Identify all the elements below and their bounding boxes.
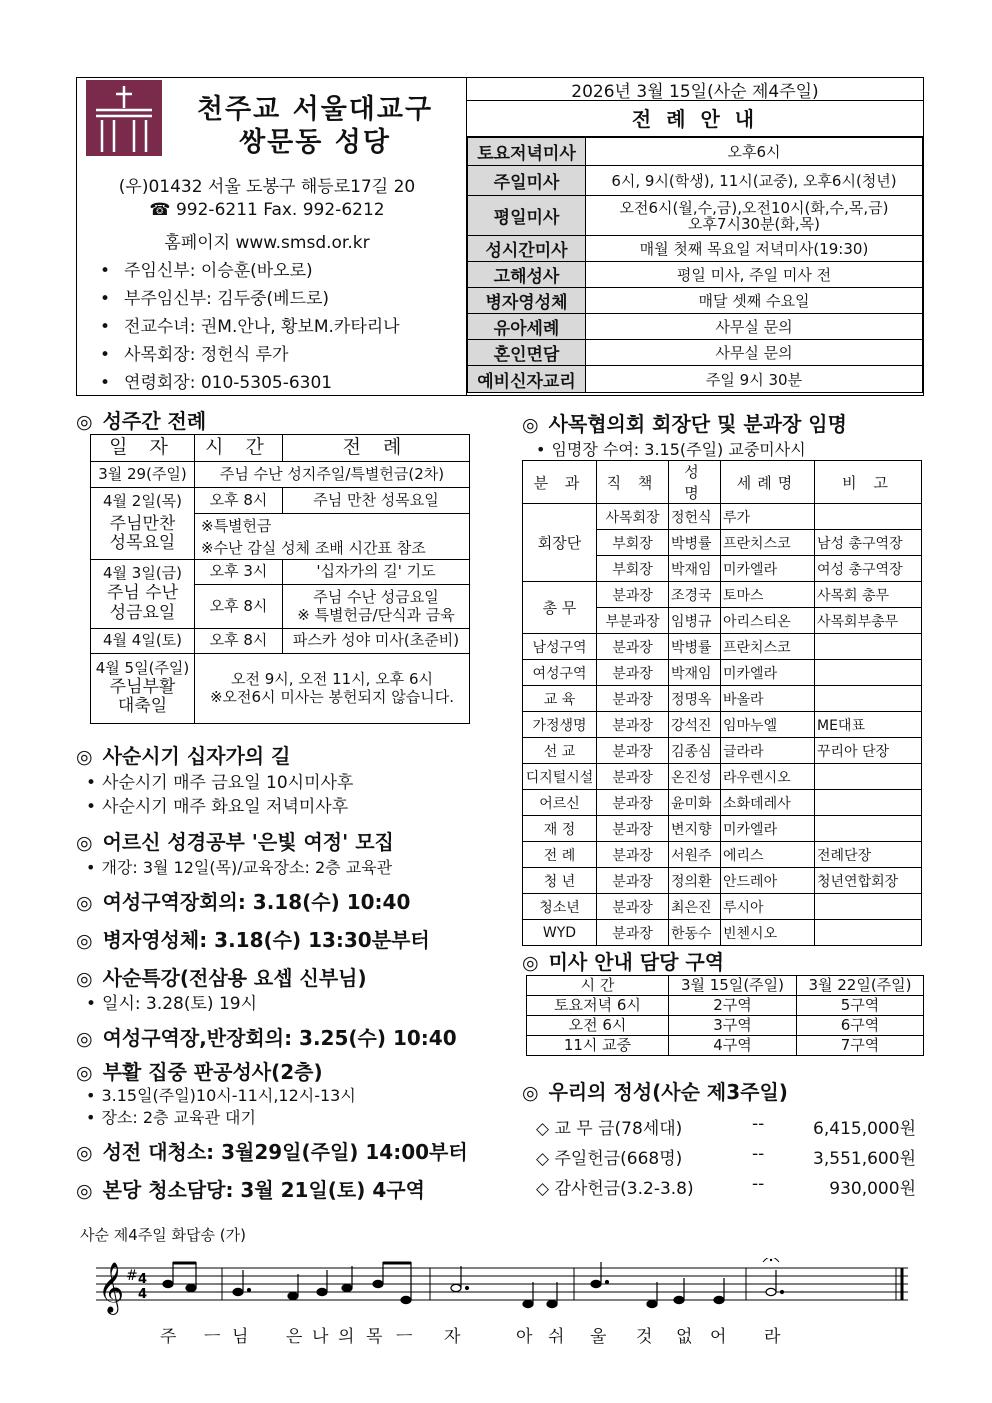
council-cell: 교 육 <box>523 686 597 712</box>
council-row <box>523 712 922 738</box>
liturgy-guide <box>466 77 924 396</box>
svg-text:4: 4 <box>138 1272 148 1287</box>
mass-cell: 5구역 <box>797 996 924 1016</box>
lyric-syllable: 없 <box>676 1327 694 1347</box>
col-name: 성 명 <box>669 461 721 504</box>
notice-sub: • 장소: 2층 교육관 대기 <box>86 1105 256 1128</box>
staff-council-chair: • 사목회장: 정헌식 루가 <box>100 340 288 365</box>
council-cell <box>815 894 922 920</box>
offering-amount: 3,551,600원 <box>813 1149 916 1169</box>
mass-guide-table <box>526 975 924 1056</box>
week-cell: 오후 8시 <box>195 488 283 514</box>
notice-sub: • 개강: 3월 12일(목)/교육장소: 2층 교육관 <box>86 855 392 878</box>
council-row <box>523 686 922 712</box>
week-cell: 4월 4일(토) <box>91 629 195 654</box>
council-cell: 재 정 <box>523 816 597 842</box>
lyric-syllable: 아 <box>516 1327 534 1347</box>
col-note: 비 고 <box>815 461 922 504</box>
council-cell: 안드레아 <box>721 868 815 894</box>
council-title-text: 사목협의회 회장단 및 분과장 임명 <box>548 412 847 436</box>
council-cell: 박재임 <box>669 660 721 686</box>
offering-amount: 930,000원 <box>829 1179 916 1199</box>
liturgy-value <box>586 196 923 236</box>
col-liturgy: 전 례 <box>283 435 470 462</box>
week-cell: 3월 29(주일) <box>91 462 195 488</box>
council-cell: 정헌식 <box>669 504 721 530</box>
council-note: • 임명장 수여: 3.15(주일) 교중미사시 <box>536 437 806 460</box>
council-cell: 강석진 <box>669 712 721 738</box>
week-cell: 오후 3시 <box>195 560 283 585</box>
council-row <box>523 894 922 920</box>
council-row <box>523 634 922 660</box>
liturgy-value: 오후6시 <box>586 138 923 166</box>
council-cell: 청년연합회장 <box>815 868 922 894</box>
council-cell <box>815 816 922 842</box>
council-cell: 임마누엘 <box>721 712 815 738</box>
liturgy-value: 평일 미사, 주일 미사 전 <box>586 262 923 288</box>
offering-label: ◇ 교 무 금(78세대) <box>536 1119 683 1139</box>
week-note: ※오전6시 미사는 봉헌되지 않습니다. <box>209 687 455 706</box>
lyric-syllable: 자 <box>444 1327 462 1347</box>
week-feast: 주님만찬 <box>109 513 176 534</box>
week-cell <box>91 488 195 560</box>
week-cell: 파스카 성야 미사(초준비) <box>283 629 470 654</box>
notice-confession <box>76 1056 323 1085</box>
lyric-syllable: ㅡ <box>204 1327 222 1347</box>
week-feast: 주님부활 <box>109 676 176 697</box>
notice-clean <box>76 1136 468 1165</box>
council-cell: 미카엘라 <box>721 556 815 582</box>
council-row <box>523 842 922 868</box>
parish-name-line2: 쌍문동 성당 <box>239 127 391 158</box>
staff-assistant: • 부주임신부: 김두중(베드로) <box>100 284 329 309</box>
council-cell: 분과장 <box>597 816 669 842</box>
lyric-syllable: 울 <box>590 1327 608 1347</box>
mass-cell: 11시 교중 <box>527 1036 669 1056</box>
psalm-title: 사순 제4주일 화답송 (가) <box>80 1226 246 1244</box>
council-cell: 김종심 <box>669 738 721 764</box>
offering-title <box>522 1076 788 1105</box>
week-cell <box>195 654 470 724</box>
council-cell: 미카엘라 <box>721 660 815 686</box>
bullet-icon: ◎ <box>522 414 539 436</box>
holy-week-title-text: 성주간 전례 <box>102 409 207 433</box>
notice-lecture <box>76 962 367 991</box>
offering-title-text: 우리의 정성(사순 제3주일) <box>548 1080 788 1104</box>
notice-text: 사순시기 십자가의 길 <box>102 744 291 768</box>
liturgy-heading: 전 례 안 내 <box>467 101 923 137</box>
council-cell: 분과장 <box>597 660 669 686</box>
council-cell: 분과장 <box>597 634 669 660</box>
notice-text: 여성구역장회의: 3.18(수) 10:40 <box>102 890 411 914</box>
council-cell: 빈첸시오 <box>721 920 815 946</box>
liturgy-key: 고해성사 <box>468 262 586 288</box>
lyric-syllable: 라 <box>764 1327 782 1347</box>
notice-text: 부활 집중 판공성사(2층) <box>102 1060 323 1084</box>
week-feast: 주님 수난 <box>106 583 179 604</box>
notice-sub: • 3.15일(주일)10시-11시,12시-13시 <box>86 1083 356 1106</box>
lyric-syllable: 나 <box>312 1327 330 1347</box>
parish-name-line1: 천주교 서울대교구 <box>196 94 434 125</box>
col-time: 시 간 <box>527 976 669 996</box>
week-note: 주님 수난 성금요일 <box>313 588 439 607</box>
bullet-icon: ◎ <box>76 892 93 914</box>
council-cell: 디지털시설 <box>523 764 597 790</box>
liturgy-value: 사무실 문의 <box>586 314 923 340</box>
phone: ☎ 992-6211 Fax. 992-6212 <box>149 200 385 220</box>
council-cell: 분과장 <box>597 764 669 790</box>
council-cell: 부회장 <box>597 530 669 556</box>
council-cell: 에리스 <box>721 842 815 868</box>
offering-dash: -- <box>752 1174 765 1194</box>
bullet-icon: ◎ <box>76 930 93 952</box>
staff-sisters: • 전교수녀: 권M.안나, 황보M.카타리나 <box>100 312 400 337</box>
lyric-syllable: 은 <box>286 1327 304 1347</box>
council-cell: 서원주 <box>669 842 721 868</box>
council-cell: 토마스 <box>721 582 815 608</box>
council-cell: 루시아 <box>721 894 815 920</box>
mass-guide-title <box>522 946 724 975</box>
bulletin-date: 2026년 3월 15일(사순 제4주일) <box>467 77 923 101</box>
week-feast: 성목요일 <box>109 533 176 554</box>
council-cell: 변지향 <box>669 816 721 842</box>
liturgy-value: 6시, 9시(학생), 11시(교중), 오후6시(청년) <box>586 166 923 196</box>
notice-text: 병자영성체: 3.18(수) 13:30분부터 <box>102 928 430 952</box>
mass-cell: 오전 6시 <box>527 1016 669 1036</box>
week-date: 4월 3일(금) <box>102 563 183 582</box>
notice-clean2 <box>76 1174 425 1203</box>
liturgy-key: 유아세례 <box>468 314 586 340</box>
bullet-icon: ◎ <box>522 1082 539 1104</box>
col-date: 일 자 <box>91 435 195 462</box>
offering-amount: 6,415,000원 <box>813 1119 916 1139</box>
liturgy-value: 사무실 문의 <box>586 340 923 366</box>
col-date1: 3월 15일(주일) <box>669 976 797 996</box>
council-row <box>523 868 922 894</box>
bullet-icon: ◎ <box>76 968 93 990</box>
council-cell <box>815 634 922 660</box>
bullet-icon: ◎ <box>76 1142 93 1164</box>
council-cell: 분과장 <box>597 842 669 868</box>
council-cell: 선 교 <box>523 738 597 764</box>
offering-label: ◇ 감사헌금(3.2-3.8) <box>536 1179 694 1199</box>
council-cell: 전례단장 <box>815 842 922 868</box>
council-cell: 청소년 <box>523 894 597 920</box>
liturgy-value: 매월 첫째 목요일 저녁미사(19:30) <box>586 236 923 262</box>
mass-cell: 6구역 <box>797 1016 924 1036</box>
offering-label: ◇ 주일헌금(668명) <box>536 1149 683 1169</box>
council-cell <box>815 686 922 712</box>
week-date: 4월 2일(목) <box>102 492 183 511</box>
council-cell <box>815 920 922 946</box>
council-cell: 사목회부총무 <box>815 608 922 634</box>
liturgy-key: 혼인면담 <box>468 340 586 366</box>
council-row <box>523 816 922 842</box>
notice-text: 성전 대청소: 3월29일(주일) 14:00부터 <box>102 1140 468 1164</box>
mass-cell: 7구역 <box>797 1036 924 1056</box>
council-row <box>523 764 922 790</box>
col-date2: 3월 22일(주일) <box>797 976 924 996</box>
council-cell <box>815 504 922 530</box>
council-cell: 조경국 <box>669 582 721 608</box>
notice-text: 어르신 성경공부 '은빛 여정' 모집 <box>102 830 394 854</box>
council-cell: 소화데레사 <box>721 790 815 816</box>
col-division: 분 과 <box>523 461 597 504</box>
lyric-syllable: 어 <box>710 1327 728 1347</box>
council-row <box>523 920 922 946</box>
mass-cell: 2구역 <box>669 996 797 1016</box>
council-cell: 분과장 <box>597 738 669 764</box>
liturgy-key: 병자영성체 <box>468 288 586 314</box>
notice-text: 여성구역장,반장회의: 3.25(수) 10:40 <box>102 1026 457 1050</box>
council-cell: 분과장 <box>597 582 669 608</box>
bullet-icon: ◎ <box>76 832 93 854</box>
notice-bible <box>76 826 394 855</box>
council-cell: 윤미화 <box>669 790 721 816</box>
council-cell: 온진성 <box>669 764 721 790</box>
council-cell: 분과장 <box>597 790 669 816</box>
svg-text:#: # <box>126 1268 138 1284</box>
staff-pastor: • 주임신부: 이승훈(바오로) <box>100 256 313 281</box>
lyric-syllable: 님 <box>232 1327 250 1347</box>
week-note: ※ 특별헌금/단식과 금육 <box>297 605 455 624</box>
council-cell: 남성 총구역장 <box>815 530 922 556</box>
week-cell: 오후 8시 <box>195 585 283 629</box>
liturgy-table <box>467 137 923 393</box>
col-role: 직 책 <box>597 461 669 504</box>
liturgy-key: 평일미사 <box>468 196 586 236</box>
bullet-icon: ◎ <box>76 411 93 433</box>
homepage[interactable]: 홈페이지 www.smsd.or.kr <box>164 233 370 253</box>
council-cell: 전 례 <box>523 842 597 868</box>
council-row <box>523 660 922 686</box>
svg-text:𝄞: 𝄞 <box>98 1262 125 1313</box>
liturgy-value: 매달 셋째 수요일 <box>586 288 923 314</box>
week-cell: 주님 수난 성지주일/특별헌금(2차) <box>195 462 470 488</box>
liturgy-key: 주일미사 <box>468 166 586 196</box>
liturgy-key: 토요저녁미사 <box>468 138 586 166</box>
week-feast: 성금요일 <box>109 602 176 623</box>
lyric-syllable: 주 <box>160 1327 178 1347</box>
council-cell: 분과장 <box>597 920 669 946</box>
mass-cell: 4구역 <box>669 1036 797 1056</box>
council-cell: 사목회장 <box>597 504 669 530</box>
council-cell: 임병규 <box>669 608 721 634</box>
council-cell <box>815 660 922 686</box>
week-cell <box>91 654 195 724</box>
lyric-syllable: 쉬 <box>548 1327 566 1347</box>
col-baptismal: 세례명 <box>721 461 815 504</box>
week-note: ※수난 감실 성체 조배 시간표 참조 <box>201 538 426 557</box>
council-cell: 부회장 <box>597 556 669 582</box>
council-group: 회장단 <box>523 504 597 582</box>
lyric-syllable: ㅡ <box>396 1327 414 1347</box>
council-cell: 여성 총구역장 <box>815 556 922 582</box>
notice-sick <box>76 924 430 953</box>
council-cell: 박병률 <box>669 634 721 660</box>
council-cell <box>815 764 922 790</box>
council-cell: ME대표 <box>815 712 922 738</box>
council-cell: 정의환 <box>669 868 721 894</box>
parish-logo <box>86 80 162 156</box>
week-cell <box>91 560 195 629</box>
lyric-syllable: 의 <box>338 1327 356 1347</box>
council-cell <box>815 790 922 816</box>
notice-sub: • 사순시기 매주 화요일 저녁미사후 <box>86 792 348 817</box>
council-cell: 아리스티온 <box>721 608 815 634</box>
bullet-icon: ◎ <box>76 1028 93 1050</box>
liturgy-key: 예비신자교리 <box>468 366 586 393</box>
council-row <box>523 738 922 764</box>
mass-guide-title-text: 미사 안내 담당 구역 <box>548 950 725 974</box>
council-cell: 여성구역 <box>523 660 597 686</box>
week-note: ※특별헌금 <box>201 516 272 535</box>
week-feast: 대축일 <box>117 696 168 717</box>
weekday-mass-line2: 오후7시30분(화,목) <box>687 214 821 233</box>
council-cell: 글라라 <box>721 738 815 764</box>
council-cell: 남성구역 <box>523 634 597 660</box>
col-time: 시 간 <box>195 435 283 462</box>
council-cell: WYD <box>523 920 597 946</box>
council-cell: 한동수 <box>669 920 721 946</box>
council-row <box>523 790 922 816</box>
address: (우)01432 서울 도봉구 해등로17길 20 <box>118 177 416 197</box>
council-cell: 꾸리아 단장 <box>815 738 922 764</box>
offering-dash: -- <box>752 1114 765 1134</box>
bullet-icon: ◎ <box>76 1180 93 1202</box>
lyric-syllable: 것 <box>636 1327 654 1347</box>
council-cell: 프란치스코 <box>721 530 815 556</box>
holy-week-table <box>90 434 470 724</box>
council-cell: 부분과장 <box>597 608 669 634</box>
mass-cell: 토요저녁 6시 <box>527 996 669 1016</box>
notice-women <box>76 886 410 915</box>
council-title <box>522 408 847 437</box>
week-note: 오전 9시, 오전 11시, 오후 6시 <box>231 670 433 689</box>
weekday-mass-line1: 오전6시(월,수,금),오전10시(화,수,목,금) <box>619 198 889 217</box>
week-cell: 오후 8시 <box>195 629 283 654</box>
council-cell: 루가 <box>721 504 815 530</box>
council-cell: 분과장 <box>597 712 669 738</box>
council-cell: 프란치스코 <box>721 634 815 660</box>
week-date: 4월 5일(주일) <box>95 659 190 678</box>
council-cell: 미카엘라 <box>721 816 815 842</box>
notice-sub: • 사순시기 매주 금요일 10시미사후 <box>86 768 353 793</box>
bullet-icon: ◎ <box>76 1062 93 1084</box>
week-cell <box>195 514 470 560</box>
week-cell <box>283 585 470 629</box>
council-cell: 어르신 <box>523 790 597 816</box>
council-cell: 바올라 <box>721 686 815 712</box>
liturgy-value: 주일 9시 30분 <box>586 366 923 393</box>
notice-women2 <box>76 1022 457 1051</box>
week-cell: 주님 만찬 성목요일 <box>283 488 470 514</box>
council-cell: 사목회 총무 <box>815 582 922 608</box>
notice-sub: • 일시: 3.28(토) 19시 <box>86 989 257 1014</box>
bullet-icon: ◎ <box>76 746 93 768</box>
offering-dash: -- <box>752 1144 765 1164</box>
staff-funeral-chair: • 연령회장: 010-5305-6301 <box>100 368 332 393</box>
council-cell: 최은진 <box>669 894 721 920</box>
council-cell: 분과장 <box>597 894 669 920</box>
council-group: 총 무 <box>523 582 597 634</box>
notice-cross <box>76 740 290 769</box>
notice-text: 사순특강(전삼용 요셉 신부님) <box>102 966 367 990</box>
bullet-icon: ◎ <box>522 952 539 974</box>
council-cell: 가정생명 <box>523 712 597 738</box>
svg-text:4: 4 <box>138 1287 148 1302</box>
week-cell: '십자가의 길' 기도 <box>283 560 470 585</box>
council-cell: 청 년 <box>523 868 597 894</box>
liturgy-key: 성시간미사 <box>468 236 586 262</box>
notice-text: 본당 청소담당: 3월 21일(토) 4구역 <box>102 1178 425 1202</box>
council-cell: 박재임 <box>669 556 721 582</box>
council-table <box>522 460 922 946</box>
mass-cell: 3구역 <box>669 1016 797 1036</box>
council-cell: 정명옥 <box>669 686 721 712</box>
holy-week-title <box>76 405 206 434</box>
council-cell: 분과장 <box>597 868 669 894</box>
council-cell: 박병률 <box>669 530 721 556</box>
lyric-syllable: 목 <box>366 1327 384 1347</box>
council-cell: 라우렌시오 <box>721 764 815 790</box>
council-cell: 분과장 <box>597 686 669 712</box>
